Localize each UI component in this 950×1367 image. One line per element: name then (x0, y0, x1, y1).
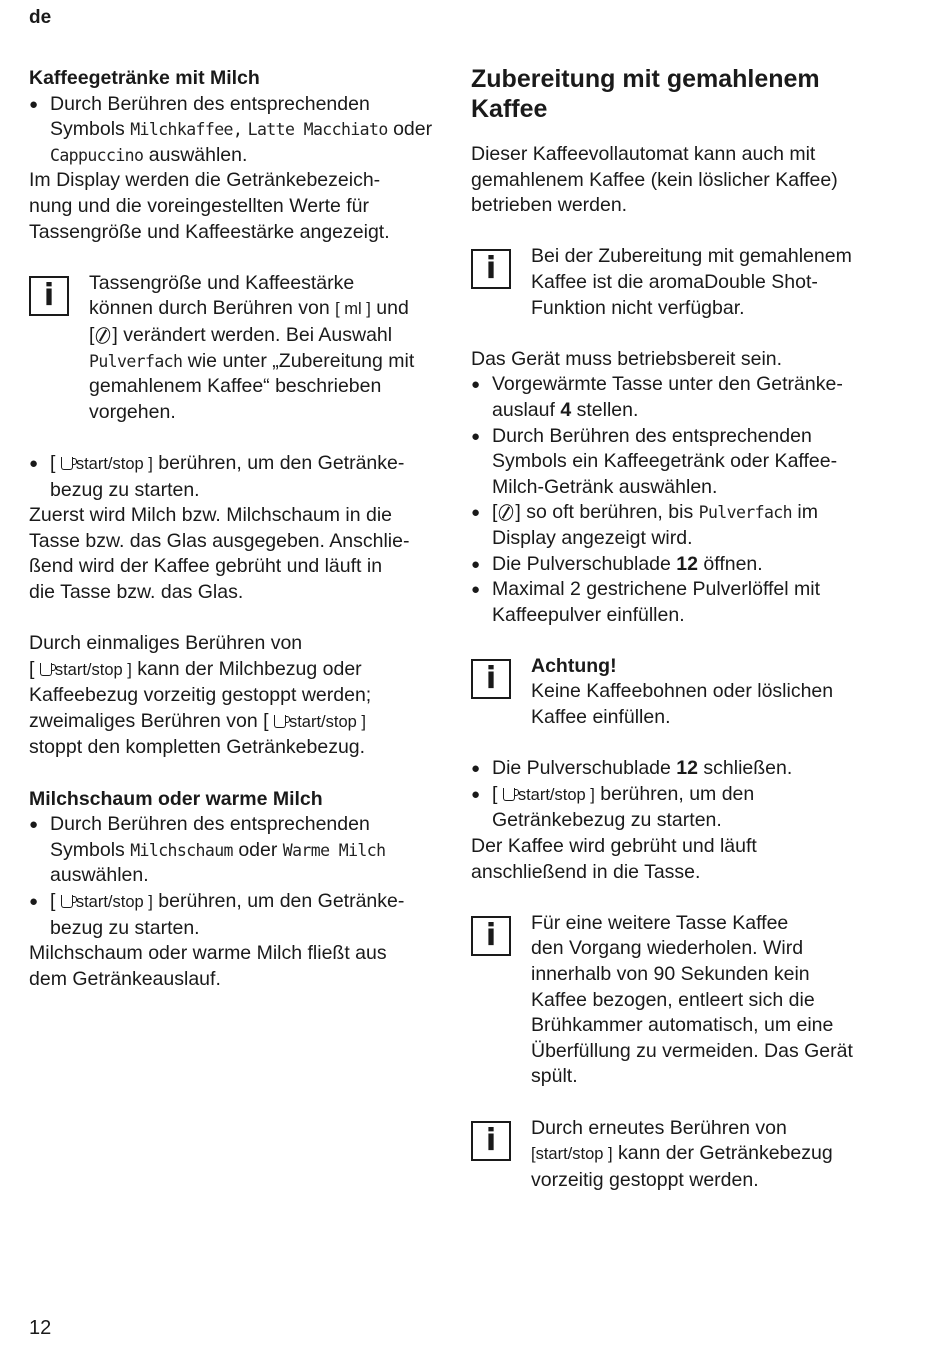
language-code: de (29, 7, 52, 28)
list-item: ● Durch Berühren des entsprechenden Symbols Milchschaum oder Warme Milch auswählen. (29, 812, 449, 889)
left-column (29, 66, 449, 992)
list-item: ● Die Pulverschublade 12 schließen. (471, 756, 911, 782)
info-note: i Durch erneutes Berühren von [start/stop ] kann der Getränkebezug vorzeitig gestoppt werden. (471, 1116, 911, 1194)
section-heading-foam: Milchschaum oder warme Milch (29, 787, 323, 810)
paragraph: Zuerst wird Milch bzw. Milchschaum in die Tasse bzw. das Glas ausgegeben. Anschlie- ßend wird der Kaffee gebrüht und läuft in die Tasse bzw. das Glas. (29, 504, 410, 603)
cup-icon (61, 457, 73, 470)
key-start-stop: start/stop ] (75, 893, 153, 911)
list-item: ● Die Pulverschublade 12 öffnen. (471, 552, 911, 578)
display-text-milchschaum: Milchschaum (130, 840, 233, 860)
paragraph: Im Display werden die Getränkebezeich- nung und die voreingestellten Werte für Tassengröße und Kaffeestärke angezeigt. (29, 169, 390, 243)
info-icon: i (471, 249, 511, 289)
paragraph: Dieser Kaffeevollautomat kann auch mit gemahlenem Kaffee (kein löslicher Kaffee) betrieben werden. (471, 143, 838, 217)
key-start-stop: start/stop ] (517, 785, 595, 804)
cup-icon (274, 715, 286, 728)
section-heading-milk-drinks: Kaffeegetränke mit Milch (29, 67, 260, 89)
display-text-milchkaffee: Milchkaffee, (130, 120, 243, 140)
info-icon: i (471, 1121, 511, 1161)
info-note: i Bei der Zubereitung mit gemahlenem Kaffee ist die aromaDouble Shot- Funktion nicht verfügbar. (471, 244, 911, 321)
cup-icon (503, 788, 515, 801)
coffee-bean-icon (497, 502, 516, 523)
paragraph: Milchschaum oder warme Milch fließt aus dem Getränkeauslauf. (29, 942, 387, 990)
display-text-pulverfach: Pulverfach (698, 503, 792, 523)
key-start-stop: start/stop ] (75, 454, 153, 473)
list-item: ● [ ] so oft berühren, bis Pulverfach im Display angezeigt wird. (471, 500, 911, 551)
paragraph: Das Gerät muss betriebsbereit sein. (471, 347, 783, 370)
info-note: i Für eine weitere Tasse Kaffee den Vorgang wiederholen. Wird innerhalb von 90 Sekunden kein Kaffee bezogen, entleert sich die Brühkammer automatisch, um eine Überfüllung zu vermeiden. Das Gerät spült. (471, 911, 911, 1090)
page-number: 12 (29, 1317, 52, 1339)
paragraph: Der Kaffee wird gebrüht und läuft anschließend in die Tasse. (471, 835, 757, 883)
key-start-stop: start/stop ] (54, 660, 132, 679)
key-start-stop: [start/stop ] (531, 1145, 613, 1164)
display-text-cappuccino: Cappuccino (50, 145, 144, 165)
info-icon: i (471, 916, 511, 956)
list-item: ● Durch Berühren des entsprechenden Symbols ein Kaffeegetränk oder Kaffee- Milch-Getränk auswählen. (471, 424, 911, 501)
display-text-pulverfach: Pulverfach (89, 351, 183, 371)
display-text-latte-macchiato: Latte Macchiato (247, 120, 388, 140)
info-icon: i (29, 276, 69, 316)
info-note: i Tassengröße und Kaffeestärke können durch Berühren von [ ml ] und [ ] verändert werden. Bei Auswahl Pulverfach wie unter „Zubereitung mit gemahlenem Kaffee“ beschrieben vorgehen. (29, 271, 449, 426)
cup-icon (61, 895, 73, 908)
section-heading-ground-coffee: Zubereitung mit gemahlenem Kaffee (471, 65, 820, 123)
paragraph: Durch einmaliges Berühren von [ start/stop ] kann der Milchbezug oder Kaffeebezug vorzeitig gestoppt werden; zweimaliges Berühren von [ start/stop ] stoppt den kompletten Getränkebezug. (29, 632, 372, 759)
coffee-bean-icon (94, 325, 113, 346)
info-icon: i (471, 659, 511, 699)
cup-icon (40, 663, 52, 676)
list-item: ● Vorgewärmte Tasse unter den Getränke- auslauf 4 stellen. (471, 372, 911, 423)
list-item: ● [ start/stop ] berühren, um den Getränke- bezug zu starten. (29, 451, 449, 503)
display-text-warme-milch: Warme Milch (282, 840, 386, 860)
warning-note: i Achtung! Keine Kaffeebohnen oder löslichen Kaffee einfüllen. (471, 654, 911, 731)
warning-heading: Achtung! (531, 654, 617, 677)
list-item: ● [ start/stop ] berühren, um den Getränkebezug zu starten. (471, 782, 911, 834)
right-column (471, 66, 911, 1193)
list-item: ● [ start/stop ] berühren, um den Getränke- bezug zu starten. (29, 889, 449, 941)
list-item: ● Durch Berühren des entsprechenden Symbols Milchkaffee, Latte Macchiato oder Cappuccino auswählen. (29, 92, 449, 169)
key-start-stop: start/stop ] (288, 712, 366, 731)
list-item: ● Maximal 2 gestrichene Pulverlöffel mit Kaffeepulver einfüllen. (471, 577, 911, 628)
key-ml: [ ml ] (335, 300, 371, 319)
